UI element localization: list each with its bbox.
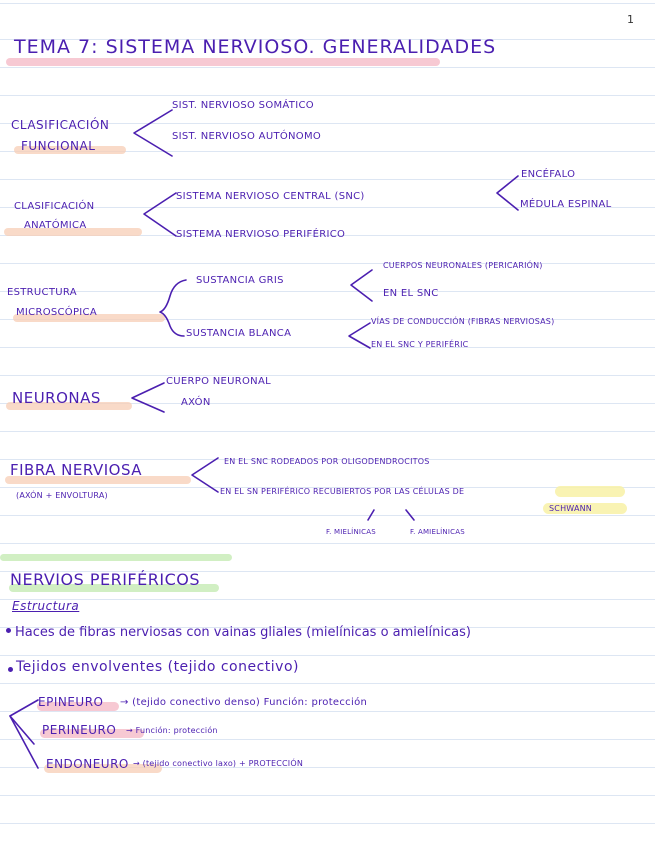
anatomical-item-cns: SISTEMA NERVIOSO CENTRAL (SNC) [176, 191, 365, 202]
anatomical-label-line1: CLASIFICACIÓN [14, 201, 95, 212]
bullet-dot-2 [8, 667, 13, 672]
page-number: 1 [627, 13, 634, 26]
peripheral-heading: NERVIOS PERIFÉRICOS [10, 570, 200, 589]
functional-label-line1: CLASIFICACIÓN [11, 118, 110, 132]
fiber-sublabel: (AXÓN + ENVOLTURA) [16, 491, 108, 500]
fiber-label: FIBRA NERVIOSA [10, 461, 143, 479]
gray-matter-item-bodies: CUERPOS NEURONALES (PERICARIÓN) [383, 261, 543, 270]
section-divider-highlight [0, 554, 232, 561]
peripheral-subheading: Estructura [12, 599, 80, 613]
layer-epineuro-desc: → (tejido conectivo denso) Función: protección [120, 697, 368, 708]
gray-matter-bracket [346, 267, 376, 307]
gray-matter-item-location: EN EL SNC [383, 288, 439, 299]
neurons-item-body: CUERPO NEURONAL [166, 376, 271, 387]
fiber-type-myelinated: F. MIELÍNICAS [326, 528, 376, 536]
layer-epineuro-name: EPINEURO [38, 695, 104, 709]
anatomical-label-line2: ANATÓMICA [24, 220, 87, 231]
fiber-item-cns: EN EL SNC RODEADOS POR OLIGODENDROCITOS [224, 457, 430, 466]
title-highlight [6, 58, 440, 66]
neurons-bracket [128, 380, 170, 416]
white-matter-item-location: EN EL SNC Y PERIFÉRIC [371, 340, 469, 349]
cns-part-brain: ENCÉFALO [521, 169, 576, 180]
functional-bracket [128, 106, 178, 162]
cns-bracket [492, 172, 522, 216]
bullet-tissues: Tejidos envolventes (tejido conectivo) [16, 659, 299, 675]
functional-label-line2: FUNCIONAL [21, 139, 96, 153]
bullet-dot-1 [6, 628, 11, 633]
functional-item-autonomic: SIST. NERVIOSO AUTÓNOMO [172, 131, 322, 142]
cns-part-spinal-cord: MÉDULA ESPINAL [520, 199, 612, 210]
neurons-label: NEURONAS [12, 389, 101, 407]
microscopic-label-line2: MICROSCÓPICA [16, 307, 97, 318]
microscopic-label-line1: ESTRUCTURA [7, 287, 77, 298]
gray-matter-label: SUSTANCIA GRIS [196, 275, 284, 286]
layer-endoneuro-desc: → (tejido conectivo laxo) + PROTECCIÓN [133, 759, 304, 768]
schwann-highlight-1 [555, 486, 625, 497]
page-title: TEMA 7: SISTEMA NERVIOSO. GENERALIDADES [14, 36, 497, 58]
bullet-fibers: Haces de fibras nerviosas con vainas gliales (mielínicas o amielínicas) [15, 625, 471, 640]
fiber-item-pns: EN EL SN PERIFÉRICO RECUBIERTOS POR LAS CÉLULAS DE [220, 487, 465, 496]
fiber-type-unmyelinated: F. AMIELÍNICAS [410, 528, 465, 536]
white-matter-item-pathways: VÍAS DE CONDUCCIÓN (FIBRAS NERVIOSAS) [371, 317, 555, 326]
neurons-item-axon: AXÓN [181, 397, 211, 408]
functional-item-somatic: SIST. NERVIOSO SOMÁTICO [172, 100, 314, 111]
layer-perineuro-desc: → Función: protección [126, 726, 218, 735]
white-matter-bracket [344, 320, 374, 352]
white-matter-label: SUSTANCIA BLANCA [186, 328, 292, 339]
fiber-type-ticks [364, 506, 424, 524]
fiber-schwann: SCHWANN [549, 504, 592, 513]
anatomical-item-pns: SISTEMA NERVIOSO PERIFÉRICO [176, 229, 346, 240]
layer-perineuro-name: PERINEURO [42, 723, 117, 737]
layer-endoneuro-name: ENDONEURO [46, 757, 129, 771]
fiber-bracket [188, 454, 222, 498]
